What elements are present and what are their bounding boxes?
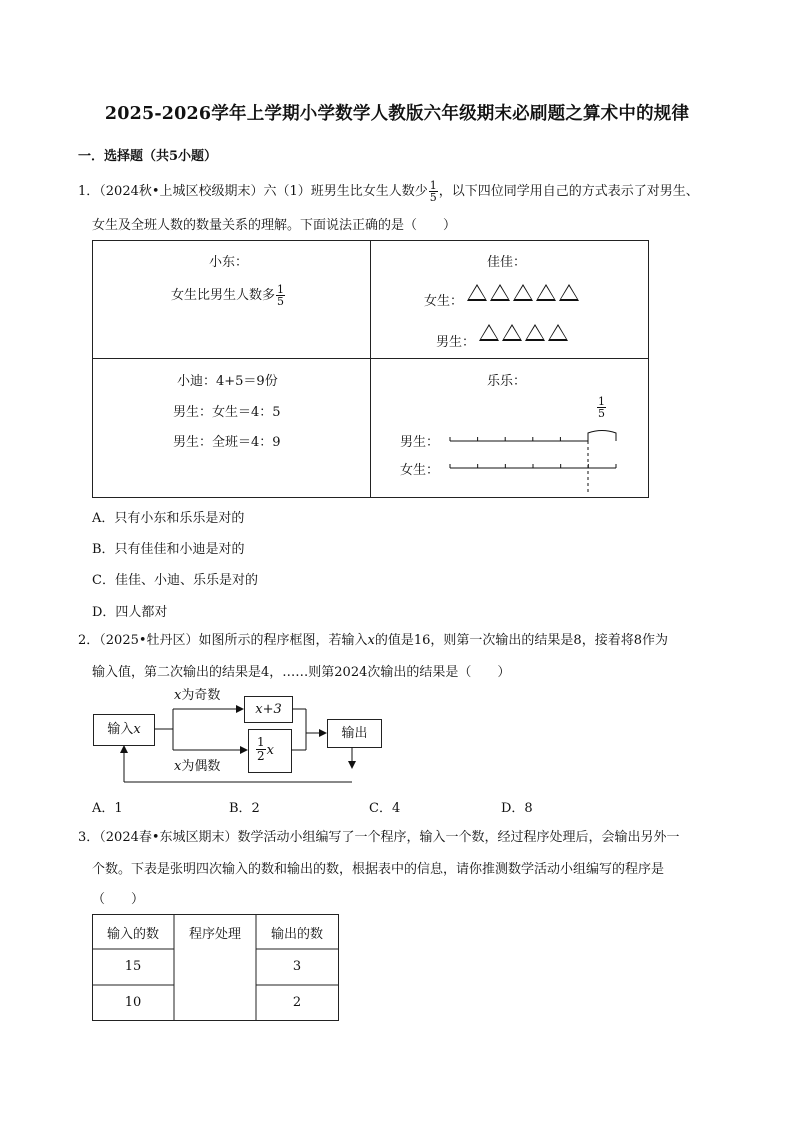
lele-boys-label: 男生： [400,435,440,450]
question-3-stem-line2: 个数。下表是张明四次输入的数和输出的数，根据表中的信息，请你推测数学活动小组编写的程序是 [92,862,665,877]
jiajia-name: 佳佳： [487,255,527,270]
even-variable: x [266,743,274,758]
q2-option-a: A．1 [92,801,123,816]
q3-header-input: 输入的数 [106,927,159,942]
fraction-numerator: 1 [277,283,285,296]
fraction-numerator: 1 [257,735,265,749]
xiaodong-name: 小东： [209,255,249,270]
flow-output-box: 输出 [327,719,382,748]
q2-stem-part-b: 的值是16，则第一次输出的结果是8，接着将8作为 [374,633,668,648]
lele-name: 乐乐： [487,374,527,389]
odd-variable: x [174,688,182,703]
q3-row1-input: 15 [124,959,142,974]
question-3-stem-line1: 3．（2024春•东城区期末）数学活动小组编写了一个程序，输入一个数，经过程序处理后，会输出另外一 [78,830,680,845]
q2-option-c: C．4 [369,801,401,816]
q1-option-c: C．佳佳、小迪、乐乐是对的 [92,573,258,588]
fraction-denominator: 2 [257,749,265,763]
fraction-numerator: 1 [598,395,605,408]
xiaodong-text: 女生比男生人数多 [171,288,276,303]
q2-option-b: B．2 [229,801,260,816]
section-heading: 一．选择题（共5小题） [78,149,218,164]
fraction-numerator: 1 [429,179,437,192]
q2-variable: x [367,633,375,648]
question-2-stem-line2: 输入值，第二次输出的结果是4，……则第2024次输出的结果是（ ） [92,665,511,680]
q1-option-a: A．只有小东和乐乐是对的 [92,511,245,526]
question-1-stem-line2: 女生及全班人数的数量关系的理解。下面说法正确的是（ ） [92,218,457,233]
fraction-denominator: 5 [277,295,285,308]
even-text: 为偶数 [181,759,221,774]
fraction-denominator: 5 [429,191,437,204]
xiaodi-line-2: 男生：女生＝4：5 [173,405,281,420]
xiaodi-line-1: 小迪：4+5＝9份 [177,374,278,389]
q3-header-output: 输出的数 [270,927,323,942]
question-3-stem-line3: （ ） [92,892,145,907]
lele-girls-label: 女生： [400,463,440,478]
odd-text: 为奇数 [181,688,221,703]
input-label: 输入 [107,722,134,737]
jiajia-girls-label: 女生： [424,294,464,309]
flow-odd-box: x+3 [244,696,293,723]
q1-stem-part-b: ，以下四位同学用自己的方式表示了对男生、 [438,184,699,199]
xiaodi-line-3: 男生：全班＝4：9 [173,435,281,450]
q2-stem-part-a: 2．（2025•牡丹区）如图所示的程序框图，若输入 [78,633,368,648]
q2-option-d: D．8 [501,801,533,816]
q3-row2-input: 10 [124,995,142,1010]
even-variable-label: x [174,759,182,774]
input-variable: x [133,722,141,737]
q3-header-process: 程序处理 [188,927,241,942]
fraction-denominator: 5 [598,407,605,420]
q3-row2-output: 2 [292,995,302,1010]
q3-row1-output: 3 [292,959,302,974]
jiajia-boys-label: 男生： [436,335,476,350]
q1-option-d: D．四人都对 [92,605,168,620]
q1-option-b: B．只有佳佳和小迪是对的 [92,542,245,557]
q1-stem-part-a: 1．（2024秋•上城区校级期末）六（1）班男生比女生人数少 [78,184,428,199]
page-title: 2025-2026学年上学期小学数学人教版六年级期末必刷题之算术中的规律 [104,104,690,124]
